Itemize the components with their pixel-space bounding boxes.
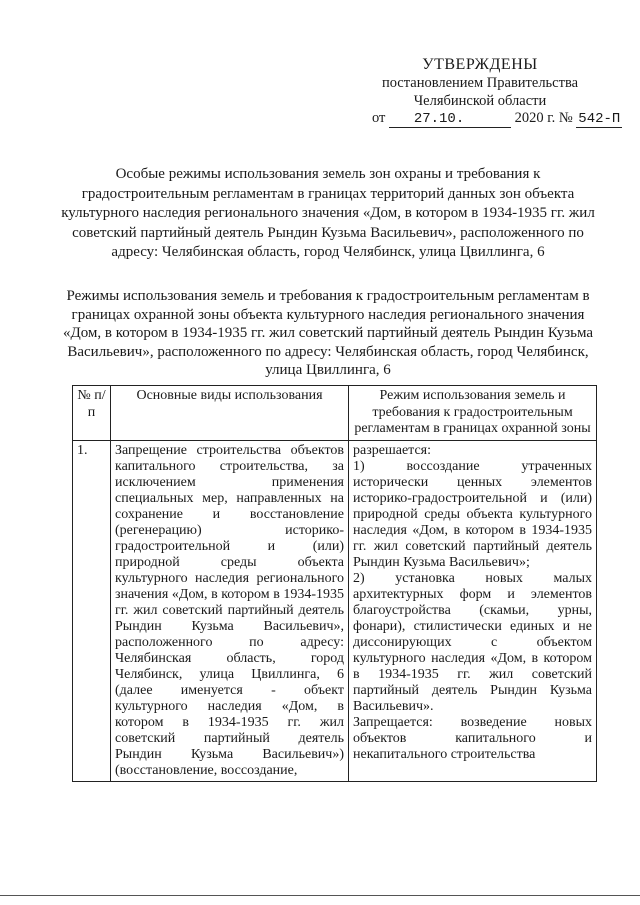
header-number: № п/п (73, 386, 111, 441)
row-use-text: Запрещение строительства объектов капитального строительства, за исключением применения специальных мер, направленных на сохранение и восстановление (регенерацию) историко-градостроительной и (или) природной среды объекта культурного наследия регионального значения «Дом, в котором в 1934-1935 гг. жил советский партийный деятель Рындин Кузьма Васильевич», расположенного по адресу: Челябинская область, город Челябинск, улица Цвиллинга, 6 (далее именуется - объект культурного наследия «Дом, в котором в 1934-1935 гг. жил советский партийный деятель Рындин Кузьма Васильевич») (восстановление, воссоздание, (111, 440, 349, 781)
approval-number-value: 542-П (578, 111, 621, 127)
regulations-table (72, 385, 597, 782)
regime-prohibited: Запрещается: возведение новых объектов капитального и некапитального строительства (353, 714, 592, 762)
row-regime-cell (349, 440, 597, 781)
approval-date-underline (489, 111, 511, 128)
table-header-row (73, 386, 597, 441)
approval-heading: УТВЕРЖДЕНЫ (422, 56, 538, 73)
page-bottom-line (0, 895, 640, 896)
approval-year-text: 2020 г. № (514, 110, 573, 126)
approval-date-line (372, 110, 622, 128)
approval-line-1: постановлением Правительства (381, 75, 579, 91)
approval-date-value: 27.10. (389, 111, 489, 128)
regime-item-2: 2) установка новых малых архитектурных форм и элементов благоустройства (скамьи, урны, фонари), стилистически единых и не диссонирующих с объектом культурного наследия «Дом, в котором в 1934-1935 гг. жил советский партийный деятель Рындин Кузьма Васильевич». (353, 570, 592, 714)
approval-line-2: Челябинской области (413, 93, 547, 109)
document-title: Особые режимы использования земель зон охраны и требования к градостроительным регламентам в границах территорий данных зон объекта культурного наследия регионального значения «Дом, в котором в 1934-1935 гг. жил советский партийный деятель Рындин Кузьма Васильевич», расположенного по адресу: Челябинская область, город Челябинск, улица Цвиллинга, 6 (61, 166, 595, 260)
header-use-types: Основные виды использования (111, 386, 349, 441)
regime-intro: разрешается: (353, 442, 431, 458)
header-regime: Режим использования земель и требования к градостроительным регламентам в границах охранной зоны (349, 386, 597, 441)
table-row (73, 440, 597, 781)
date-prefix: от (372, 110, 386, 126)
row-number: 1. (73, 440, 111, 781)
document-subtitle: Режимы использования земель и требования к градостроительным регламентам в границах охранной зоны объекта культурного наследия регионального значения «Дом, в котором в 1934-1935 гг. жил советский партийный деятель Рындин Кузьма Васильевич», расположенного по адресу: Челябинская область, город Челябинск, улица Цвиллинга, 6 (62, 288, 594, 378)
regime-item-1: 1) воссоздание утраченных исторически ценных элементов историко-градостроительной и (или) природной среды объекта культурного наследия «Дом, в котором в 1934-1935 гг. жил советский партийный деятель Рындин Кузьма Васильевич»; (353, 458, 592, 570)
approval-stamp (340, 56, 620, 110)
